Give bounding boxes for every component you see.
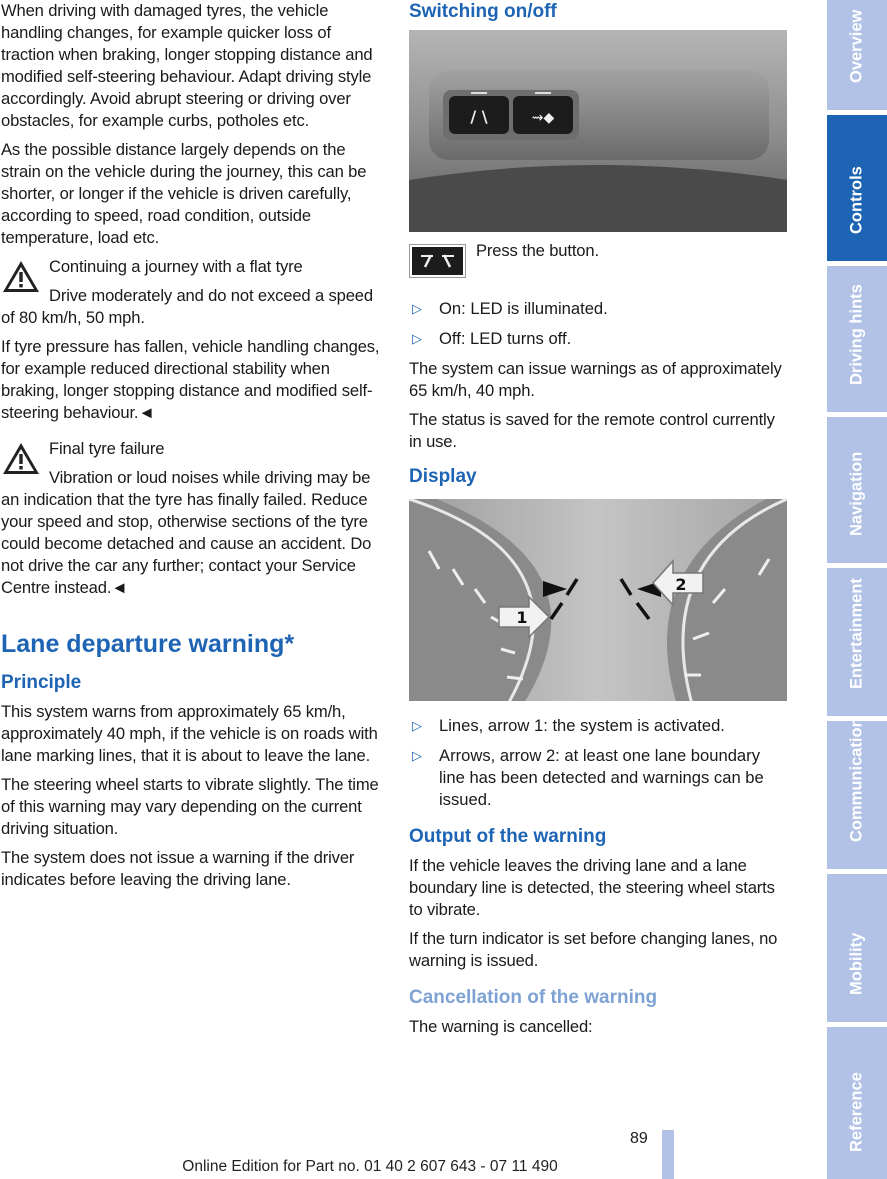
page-marker-bar (662, 1130, 674, 1179)
warning-flat-tyre (1, 256, 380, 424)
page-number: 89 (630, 1130, 648, 1147)
press-button-row (409, 241, 787, 290)
bullet-triangle-icon: ▷ (412, 301, 422, 316)
subheading-display: Display (409, 466, 477, 487)
paragraph: When driving with damaged tyres, the vehicle handling changes, for example quicker loss of traction when braking, longer stopping distance and modified self-steering behaviour. Adapt driving style accordingly. Avoid abrupt steering or driving over obstacles, for example curbs, potholes etc. (1, 1, 373, 130)
callout-label: 1 (516, 608, 528, 627)
tab-reference[interactable]: Reference (827, 1027, 887, 1179)
bullet-triangle-icon: ▷ (412, 748, 422, 763)
tab-navigation[interactable]: Navigation (827, 417, 887, 563)
bullet-item: ▷ Lines, arrow 1: the system is activated. (412, 716, 725, 735)
bullet-item: ▷ On: LED is illuminated. (412, 299, 608, 318)
warning-body: If tyre pressure has fallen, vehicle handling changes, for example reduced directional stability when braking, longer stopping distance and modified self-steering behaviour.◄ (1, 337, 380, 422)
tab-communication[interactable]: Communication (827, 721, 887, 869)
tab-entertainment[interactable]: Entertainment (827, 568, 887, 716)
bullet-item: ▷ Arrows, arrow 2: at least one lane boundary line has been detected and warnings can be issued. (412, 746, 764, 809)
paragraph: If the turn indicator is set before changing lanes, no warning is issued. (409, 929, 778, 970)
bullet-item: ▷ Off: LED turns off. (412, 329, 572, 348)
lane-departure-button-icon (409, 244, 466, 278)
left-column (1, 0, 380, 898)
warning-title: Final tyre failure (49, 439, 165, 458)
warning-triangle-icon (1, 441, 41, 477)
tab-overview[interactable]: Overview (827, 0, 887, 110)
warning-triangle-icon (1, 259, 41, 295)
press-instruction: Press the button. (476, 241, 599, 260)
paragraph: As the possible distance largely depends on the strain on the vehicle during the journey, this can be shorter, or longer if the vehicle is driven carefully, according to speed, road condition, outside temperature, load etc. (1, 140, 367, 247)
callout-label: 2 (675, 575, 687, 594)
warning-body: Vibration or loud noises while driving may be an indication that the tyre has finally failed. Reduce your speed and stop, otherwise sections of the tyre could become detached and cause an accident. Do not drive the car any further; contact your Service Centre instead.◄ (1, 468, 372, 597)
subheading-switching: Switching on/off (409, 1, 557, 22)
tab-controls[interactable]: Controls (827, 115, 887, 261)
paragraph: The system does not issue a warning if the driver indicates before leaving the driving lane. (1, 848, 355, 889)
subheading-principle: Principle (1, 672, 82, 693)
paragraph: The warning is cancelled: (409, 1017, 593, 1036)
section-heading: Lane departure warning* (1, 630, 295, 658)
paragraph: If the vehicle leaves the driving lane and a lane boundary line is detected, the steering wheel starts to vibrate. (409, 856, 775, 919)
warning-final-tyre-failure (1, 438, 380, 599)
instrument-cluster-display (409, 499, 787, 701)
warning-title: Continuing a journey with a flat tyre (49, 257, 303, 276)
tab-mobility[interactable]: Mobility (827, 874, 887, 1022)
chapter-tabs (827, 0, 887, 1179)
subheading-output: Output of the warning (409, 826, 607, 847)
paragraph: This system warns from approximately 65 km/h, approximately 40 mph, if the vehicle is on roads with lane marking lines, that it is about to leave the lane. (1, 702, 378, 765)
bullet-triangle-icon: ▷ (412, 718, 422, 733)
paragraph: The status is saved for the remote control currently in use. (409, 410, 775, 451)
paragraph: The system can issue warnings as of approximately 65 km/h, 40 mph. (409, 359, 782, 400)
tab-driving-hints[interactable]: Driving hints (827, 266, 887, 412)
bullet-triangle-icon: ▷ (412, 331, 422, 346)
subheading-cancellation: Cancellation of the warning (409, 987, 658, 1008)
paragraph: The steering wheel starts to vibrate slightly. The time of this warning may vary depending on the current driving situation. (1, 775, 379, 838)
warning-body: Drive moderately and do not exceed a speed of 80 km/h, 50 mph. (1, 286, 373, 327)
right-column (409, 0, 787, 1045)
svg-text:/ \: / \ (470, 107, 488, 126)
button-panel-photo (409, 30, 787, 232)
svg-text:⇝◆: ⇝◆ (531, 110, 555, 126)
